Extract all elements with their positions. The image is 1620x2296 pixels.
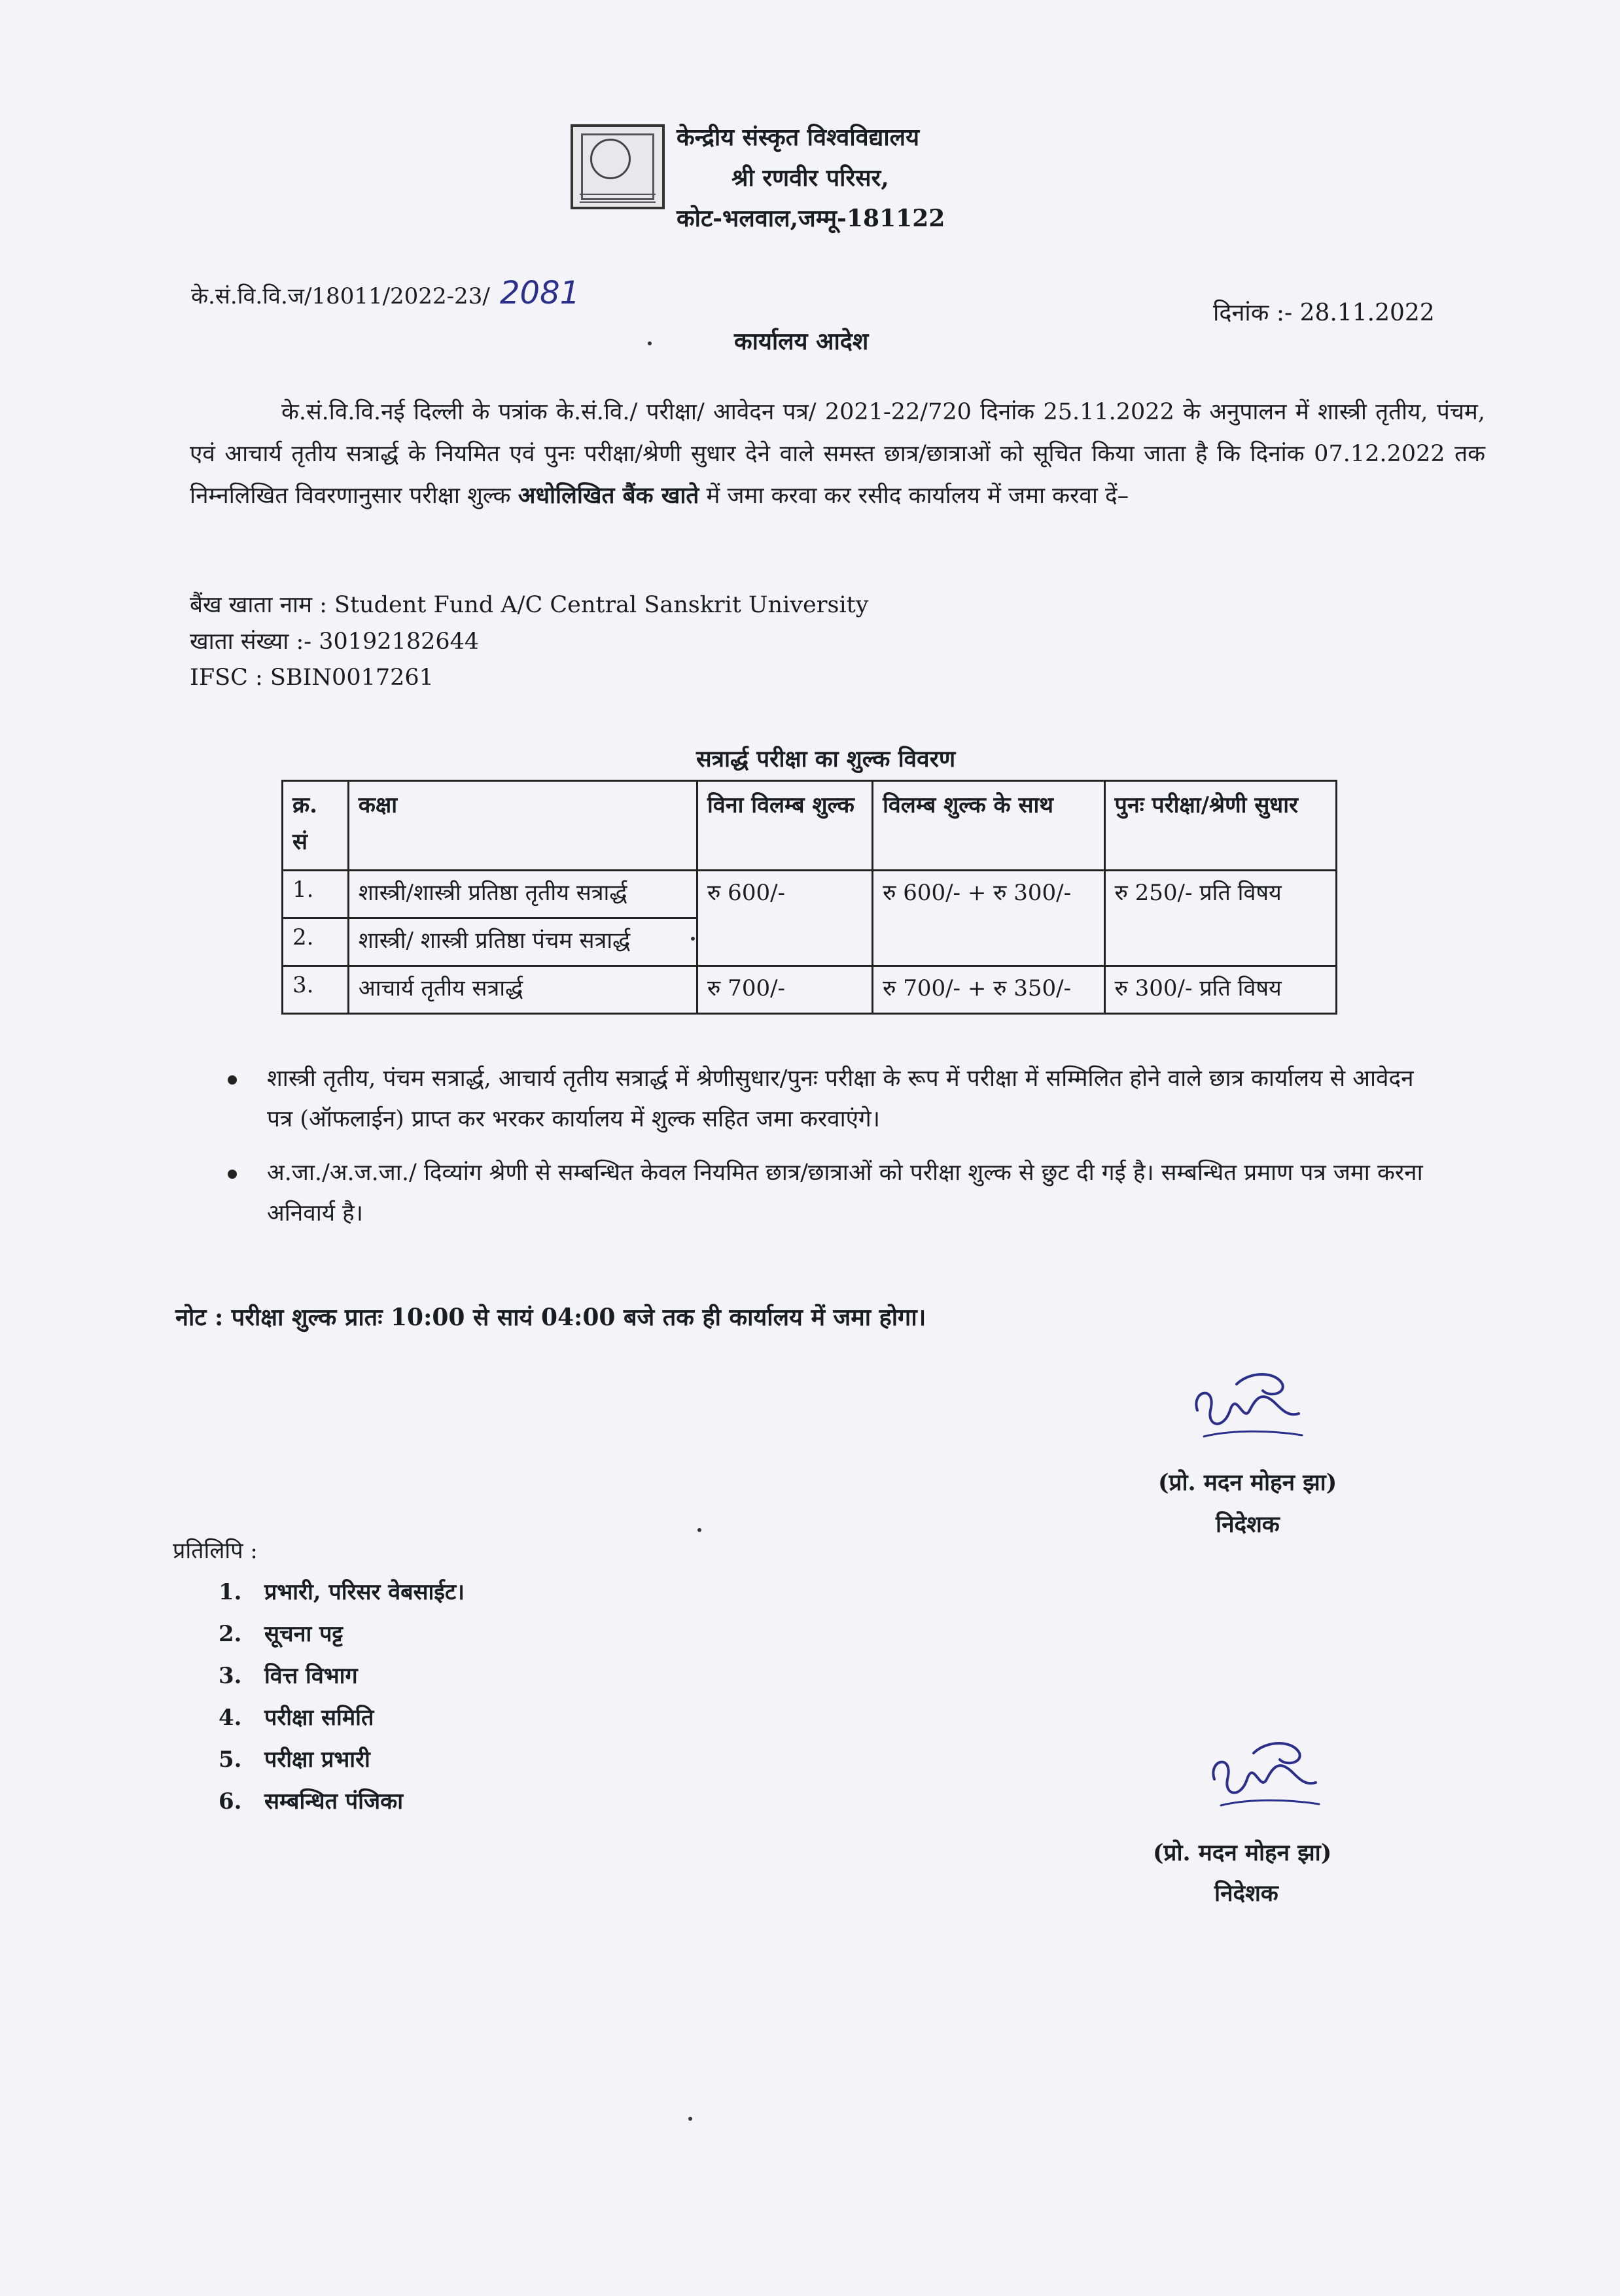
list-item: 2. सूचना पट्ट [219, 1621, 343, 1647]
signature-image [1195, 1733, 1326, 1818]
signatory-designation: निदेशक [1214, 1880, 1278, 1907]
cell-late-fee: रु 700/- + रु 350/- [873, 966, 1104, 1014]
cell-reexam-fee: रु 250/- प्रति विषय [1104, 871, 1336, 966]
header-fee-without-late: विना विलम्ब शुल्क [697, 781, 873, 871]
campus-address: कोट-भलवाल,जम्मू-181122 [677, 205, 945, 232]
university-logo [571, 124, 665, 209]
paragraph-text-end: में जमा करवा कर रसीद कार्यालय में जमा करवा दें– [706, 483, 1129, 509]
paragraph-text-start: के.सं.वि.वि.नई दिल्ली के पत्रांक के.सं.वि./ परीक्षा/ आवेदन पत्र/ 2021-22/720 दिनांक 25.11.2022 के अनुपालन में शास्त्री तृतीय, पंचम, एवं आचार्य तृतीय सत्रार्द्ध के नियमित एवं पुनः परीक्षा/श्रेणी सुधार देने वाले समस्त छात्र/छात्राओं को सूचित किया जाता है कि दिनांक 07.12.2022 तक निम्नलिखित विवरणानुसार परीक्षा शुल्क [190, 399, 1485, 509]
table-caption: सत्रार्द्ध परीक्षा का शुल्क विवरण [696, 746, 956, 773]
bank-ifsc: IFSC : SBIN0017261 [190, 665, 434, 691]
header-class: कक्षा [348, 781, 697, 871]
signatory-name: (प्रो. मदन मोहन झा) [1158, 1469, 1337, 1496]
signature-image [1178, 1365, 1309, 1450]
note: नोट : परीक्षा शुल्क प्रातः 10:00 से सायं 04:00 बजे तक ही कार्यालय में जमा होगा। [175, 1304, 926, 1331]
table-row [283, 871, 1337, 918]
scan-speck [691, 937, 695, 941]
list-item: 5. परीक्षा प्रभारी [219, 1747, 370, 1773]
table-row [283, 966, 1337, 1014]
header-reexam: पुनः परीक्षा/श्रेणी सुधार [1104, 781, 1336, 871]
header-fee-with-late: विलम्ब शुल्क के साथ [873, 781, 1104, 871]
document-title: कार्यालय आदेश [734, 328, 869, 355]
copy-to-list [219, 1571, 465, 1822]
bullet-text: शास्त्री तृतीय, पंचम सत्रार्द्ध, आचार्य तृतीय सत्रार्द्ध में श्रेणीसुधार/पुनः परीक्षा के रूप में परीक्षा में सम्मिलित होने वाले छात्र कार्यालय से आवेदन पत्र (ऑफलाईन) प्राप्त कर भरकर कार्यालय में शुल्क सहित जमा करवाएंगे। [267, 1066, 1414, 1132]
campus-name: श्री रणवीर परिसर, [731, 164, 889, 192]
fee-table [281, 780, 1337, 1015]
signatory-designation: निदेशक [1216, 1511, 1280, 1538]
reference-number: के.सं.वि.वि.ज/18011/2022-23/ [191, 283, 490, 309]
signatory-name: (प्रो. मदन मोहन झा) [1153, 1839, 1332, 1866]
paragraph-bold-text: अधोलिखित बैंक खाते [518, 482, 699, 509]
order-date: दिनांक :- 28.11.2022 [1213, 300, 1435, 326]
cell-class: शास्त्री/ शास्त्री प्रतिष्ठा पंचम सत्रार्द्ध [348, 918, 697, 966]
bullet-dot-icon [228, 1075, 237, 1085]
cell-class: शास्त्री/शास्त्री प्रतिष्ठा तृतीय सत्रार्द्ध [348, 871, 697, 918]
university-name: केन्द्रीय संस्कृत विश्वविद्यालय [677, 124, 919, 151]
scan-speck [697, 1528, 701, 1532]
bullet-item [228, 1153, 1445, 1234]
order-paragraph [190, 391, 1485, 517]
bullet-item [228, 1058, 1445, 1139]
bank-account-number: खाता संख्या :- 30192182644 [190, 629, 480, 655]
list-item: 4. परीक्षा समिति [219, 1705, 374, 1731]
cell-serial: 1. [283, 871, 349, 918]
scan-speck [688, 2117, 692, 2121]
list-item: 6. सम्बन्धित पंजिका [219, 1788, 404, 1815]
cell-serial: 2. [283, 918, 349, 966]
scan-speck [648, 341, 652, 345]
cell-class: आचार्य तृतीय सत्रार्द्ध [348, 966, 697, 1014]
cell-serial: 3. [283, 966, 349, 1014]
list-item: 1. प्रभारी, परिसर वेबसाईट। [219, 1579, 465, 1605]
cell-fee: रु 600/- [697, 871, 873, 966]
bullet-text: अ.जा./अ.ज.जा./ दिव्यांग श्रेणी से सम्बन्धित केवल नियमित छात्र/छात्राओं को परीक्षा शुल्क से छुट दी गई है। सम्बन्धित प्रमाण पत्र जमा करना अनिवार्य है। [267, 1160, 1423, 1226]
cell-reexam-fee: रु 300/- प्रति विषय [1104, 966, 1336, 1014]
list-item: 3. वित्त विभाग [219, 1663, 358, 1689]
copy-to-label: प्रतिलिपि : [173, 1538, 258, 1564]
reference-handwritten-number: 2081 [500, 275, 580, 311]
table-header-row [283, 781, 1337, 871]
bank-account-name: बैंख खाता नाम : Student Fund A/C Central Sanskrit University [190, 592, 869, 618]
cell-fee: रु 700/- [697, 966, 873, 1014]
bullet-dot-icon [228, 1170, 237, 1179]
header-serial: क्र. सं [283, 781, 349, 871]
cell-late-fee: रु 600/- + रु 300/- [873, 871, 1104, 966]
